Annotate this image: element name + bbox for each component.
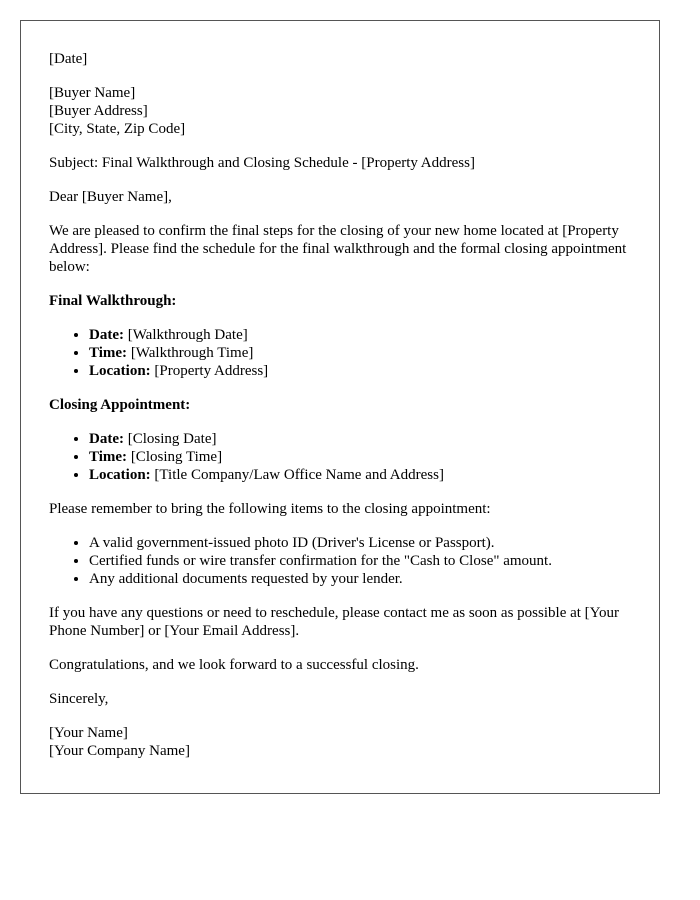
walkthrough-date-item — [89, 326, 631, 344]
item-label: Date: — [89, 327, 124, 343]
item-value: [Property Address] — [150, 363, 269, 379]
recipient-name: [Buyer Name] — [49, 85, 136, 101]
item-label: Time: — [89, 449, 128, 465]
item-value: [Title Company/Law Office Name and Address] — [150, 467, 444, 483]
letter-date: [Date] — [49, 51, 88, 67]
closing-heading: Closing Appointment: — [49, 397, 191, 413]
walkthrough-heading: Final Walkthrough: — [49, 293, 177, 309]
letter-page — [20, 20, 660, 794]
signature-name: [Your Name] — [49, 725, 128, 741]
bring-intro: Please remember to bring the following items to the closing appointment: — [49, 501, 491, 517]
item-label: Location: — [89, 363, 151, 379]
closing-list — [49, 430, 631, 484]
recipient-address: [Buyer Address] — [49, 103, 148, 119]
signature-block — [49, 724, 631, 760]
closing-word: Sincerely, — [49, 691, 109, 707]
congrats-paragraph: Congratulations, and we look forward to a successful closing. — [49, 657, 419, 673]
subject-line: Subject: Final Walkthrough and Closing Schedule - [Property Address] — [49, 155, 475, 171]
contact-paragraph: If you have any questions or need to reschedule, please contact me as soon as possible at [Your Phone Number] or [Your Email Address]. — [49, 605, 619, 639]
walkthrough-location-item — [89, 362, 631, 380]
bring-item-funds: • Certified funds or wire transfer confirmation for the "Cash to Close" amount. — [89, 552, 631, 570]
item-label: Time: — [89, 345, 128, 361]
item-value: [Walkthrough Date] — [123, 327, 248, 343]
closing-date-item — [89, 430, 631, 448]
item-value: [Walkthrough Time] — [127, 345, 254, 361]
closing-time-item — [89, 448, 631, 466]
bring-item-documents: • Any additional documents requested by your lender. — [89, 570, 631, 588]
item-value: [Closing Date] — [123, 431, 217, 447]
walkthrough-list — [49, 326, 631, 380]
recipient-block — [49, 84, 631, 138]
closing-location-item — [89, 466, 631, 484]
item-label: Location: — [89, 467, 151, 483]
bring-list — [49, 534, 631, 588]
signature-company: [Your Company Name] — [49, 743, 190, 759]
item-value: [Closing Time] — [127, 449, 223, 465]
bring-item-id: • A valid government-issued photo ID (Driver's License or Passport). — [89, 534, 631, 552]
intro-paragraph: We are pleased to confirm the final steps for the closing of your new home located at [Property Address]. Please find the schedule for the final walkthrough and the formal closing appointment below: — [49, 223, 627, 275]
salutation: Dear [Buyer Name], — [49, 189, 172, 205]
recipient-city-state-zip: [City, State, Zip Code] — [49, 121, 186, 137]
item-label: Date: — [89, 431, 124, 447]
walkthrough-time-item — [89, 344, 631, 362]
